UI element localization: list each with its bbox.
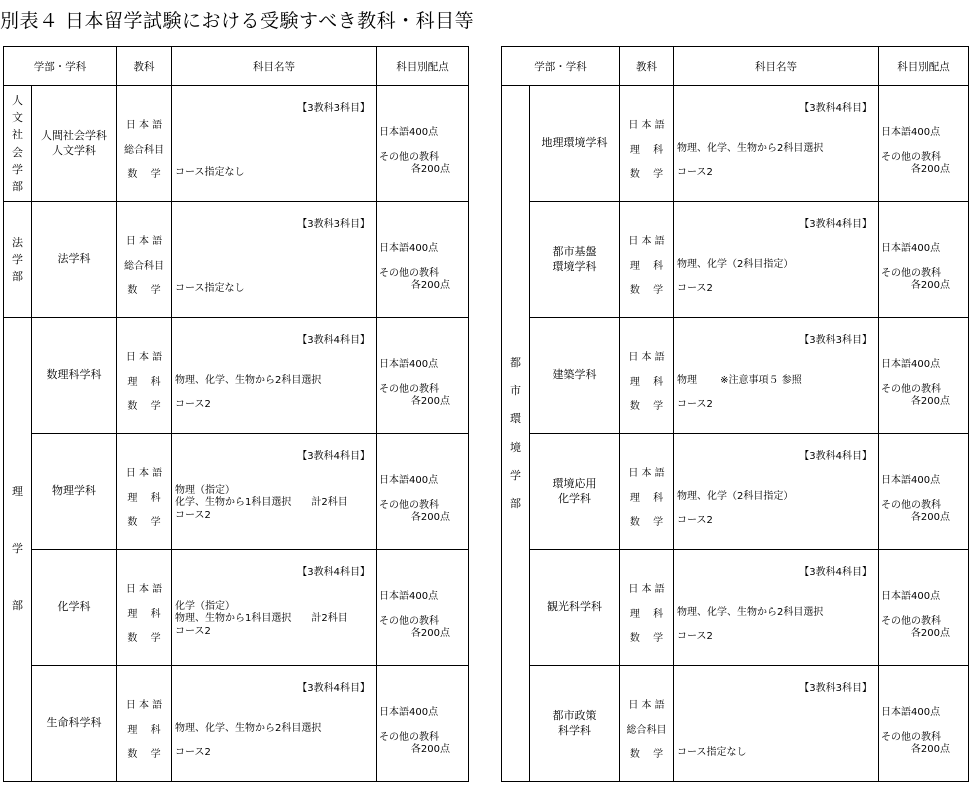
content-cell: 【3教科4科目】 物理、化学、生物から2科目選択 コース2 (674, 550, 879, 666)
content-cell: 【3教科3科目】 物理 ※注意事項５ 参照 コース2 (674, 318, 879, 434)
subjects-cell: 日 本 語 理 科 数 学 (620, 318, 674, 434)
subjects-cell: 日 本 語 理 科 数 学 (117, 434, 172, 550)
table-row (502, 202, 969, 318)
subjects-cell: 日 本 語 理 科 数 学 (620, 86, 674, 202)
table-row (4, 86, 469, 202)
dept-cell: 地理環境学科 (530, 86, 620, 202)
points-cell: 日本語400点 その他の教科 各200点 (879, 550, 969, 666)
content-cell: 【3教科3科目】 コース指定なし (172, 202, 377, 318)
dept-cell: 法学科 (32, 202, 117, 318)
table-row (4, 202, 469, 318)
subjects-cell: 日 本 語 理 科 数 学 (117, 666, 172, 782)
content-cell: 【3教科3科目】 コース指定なし (674, 666, 879, 782)
dept-cell: 建築学科 (530, 318, 620, 434)
dept-cell: 都市政策 科学科 (530, 666, 620, 782)
table-row (4, 666, 469, 782)
subjects-cell: 日 本 語 理 科 数 学 (620, 202, 674, 318)
header-names: 科目名等 (172, 47, 377, 86)
content-cell: 【3教科4科目】 物理、化学（2科目指定） コース2 (674, 202, 879, 318)
table-row (502, 86, 969, 202)
header-names: 科目名等 (674, 47, 879, 86)
dept-cell: 物理学科 (32, 434, 117, 550)
table-row (502, 318, 969, 434)
points-cell: 日本語400点 その他の教科 各200点 (879, 666, 969, 782)
header-subjects: 教科 (620, 47, 674, 86)
page-title: 別表４ 日本留学試験における受験すべき教科・科目等 (0, 10, 475, 32)
points-cell: 日本語400点 その他の教科 各200点 (879, 434, 969, 550)
dept-cell: 化学科 (32, 550, 117, 666)
points-cell: 日本語400点 その他の教科 各200点 (377, 434, 469, 550)
content-cell: 【3教科4科目】 物理（指定） 化学、生物から1科目選択 計2科目 コース2 (172, 434, 377, 550)
header-dept: 学部・学科 (4, 47, 117, 86)
content-cell: 【3教科4科目】 物理、化学、生物から2科目選択 コース2 (674, 86, 879, 202)
subjects-cell: 日 本 語 総合科目 数 学 (117, 86, 172, 202)
subjects-cell: 日 本 語 理 科 数 学 (620, 550, 674, 666)
header-subjects: 教科 (117, 47, 172, 86)
faculty-cell: 法 学 部 (4, 202, 32, 318)
dept-cell: 環境応用 化学科 (530, 434, 620, 550)
table-row (502, 434, 969, 550)
subjects-cell: 日 本 語 理 科 数 学 (117, 318, 172, 434)
points-cell: 日本語400点 その他の教科 各200点 (879, 318, 969, 434)
header-row (4, 47, 469, 86)
faculty-cell: 人 文 社 会 学 部 (4, 86, 32, 202)
table-row (4, 550, 469, 666)
content-cell: 【3教科4科目】 化学（指定） 物理、生物から1科目選択 計2科目 コース2 (172, 550, 377, 666)
subjects-cell: 日 本 語 理 科 数 学 (117, 550, 172, 666)
content-cell: 【3教科4科目】 物理、化学、生物から2科目選択 コース2 (172, 318, 377, 434)
subjects-cell: 日 本 語 理 科 数 学 (620, 434, 674, 550)
points-cell: 日本語400点 その他の教科 各200点 (879, 202, 969, 318)
points-cell: 日本語400点 その他の教科 各200点 (879, 86, 969, 202)
dept-cell: 観光科学科 (530, 550, 620, 666)
points-cell: 日本語400点 その他の教科 各200点 (377, 86, 469, 202)
table-row (4, 434, 469, 550)
right-requirements-table (501, 46, 969, 782)
subjects-cell: 日 本 語 総合科目 数 学 (620, 666, 674, 782)
table-row (502, 550, 969, 666)
faculty-cell: 都 市 環 境 学 部 (502, 86, 530, 782)
points-cell: 日本語400点 その他の教科 各200点 (377, 550, 469, 666)
header-points: 科目別配点 (377, 47, 469, 86)
table-row (502, 666, 969, 782)
dept-cell: 生命科学科 (32, 666, 117, 782)
dept-cell: 人間社会学科 人文学科 (32, 86, 117, 202)
header-row (502, 47, 969, 86)
content-cell: 【3教科4科目】 物理、化学（2科目指定） コース2 (674, 434, 879, 550)
header-points: 科目別配点 (879, 47, 969, 86)
dept-cell: 数理科学科 (32, 318, 117, 434)
points-cell: 日本語400点 その他の教科 各200点 (377, 666, 469, 782)
table-row (4, 318, 469, 434)
left-requirements-table (3, 46, 469, 782)
subjects-cell: 日 本 語 総合科目 数 学 (117, 202, 172, 318)
points-cell: 日本語400点 その他の教科 各200点 (377, 318, 469, 434)
content-cell: 【3教科4科目】 物理、化学、生物から2科目選択 コース2 (172, 666, 377, 782)
dept-cell: 都市基盤 環境学科 (530, 202, 620, 318)
points-cell: 日本語400点 その他の教科 各200点 (377, 202, 469, 318)
header-dept: 学部・学科 (502, 47, 620, 86)
content-cell: 【3教科3科目】 コース指定なし (172, 86, 377, 202)
faculty-cell: 理 学 部 (4, 318, 32, 782)
